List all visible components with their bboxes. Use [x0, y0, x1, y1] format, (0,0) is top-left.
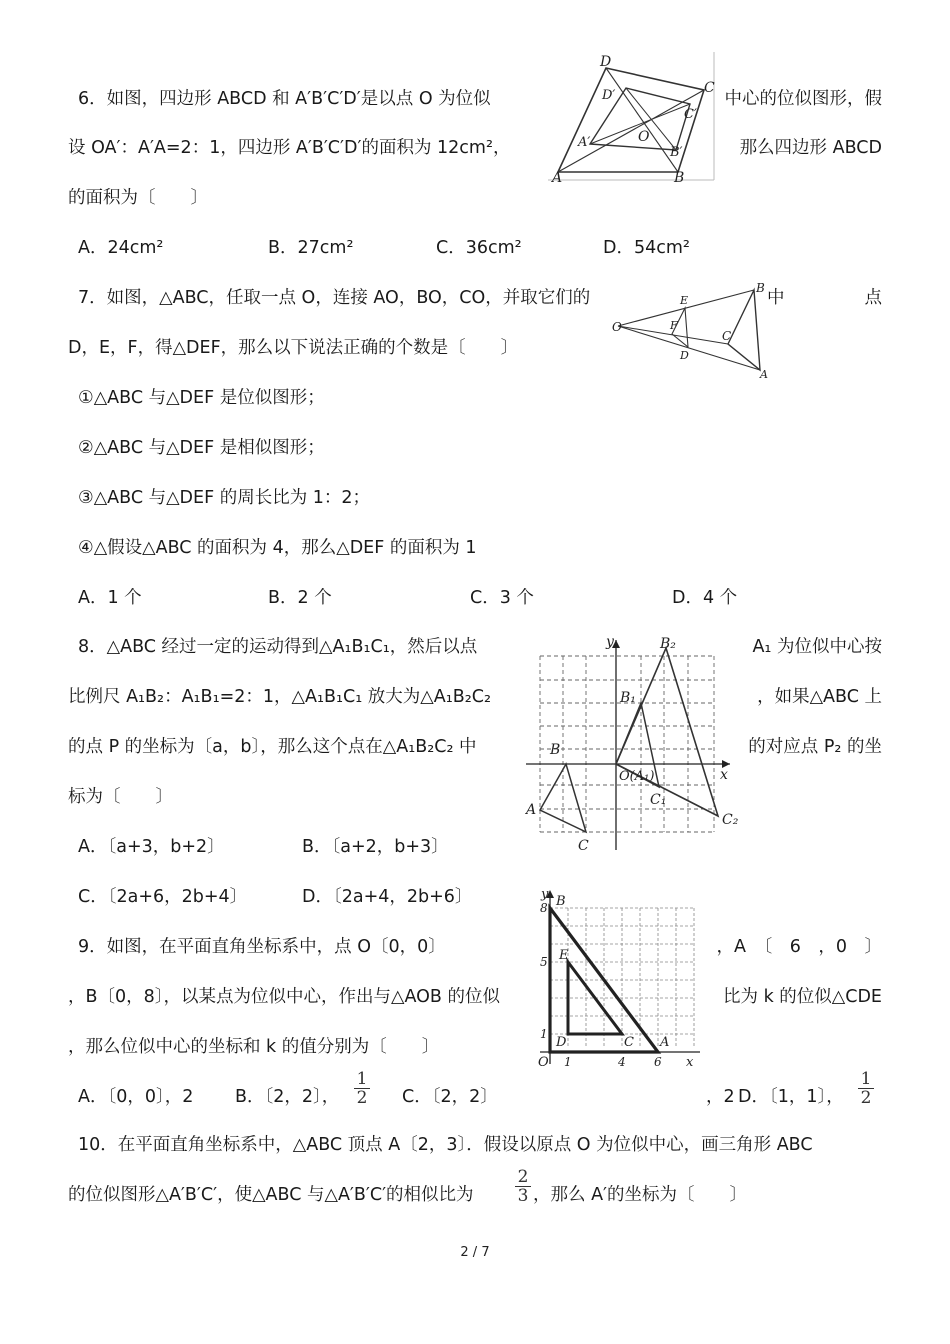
q7-statement-1: ①△ABC 与△DEF 是位似图形； — [78, 388, 325, 408]
q10-frac-den: 3 — [517, 1186, 529, 1206]
q6-fig-label-o: O — [638, 129, 650, 145]
q8-fig-label-b2: B₂ — [660, 636, 676, 652]
q7-line1-right: 点 — [864, 288, 882, 308]
q7-fig-label-c: C — [722, 329, 732, 343]
q8-fig-label-y: y — [606, 634, 614, 650]
q9-fig-label-x: x — [686, 1055, 694, 1070]
q9-option-c: C．〔2，2〕 — [402, 1087, 498, 1107]
q6-fig-label-a: A — [552, 170, 563, 184]
q9-fig-label-1: 1 — [540, 1027, 548, 1041]
q8-line1-left: 8．△ABC 经过一定的运动得到△A₁B₁C₁，然后以点 — [78, 637, 478, 657]
q6-fig-label-b: B — [674, 170, 685, 184]
q8-option-c: C．〔2a+6，2b+4〕 — [78, 887, 248, 907]
q7-line1-left: 7．如图，△ABC，任取一点 O，连接 AO，BO，CO，并取它们的 — [78, 288, 591, 308]
q7-option-a: A．1 个 — [78, 588, 142, 608]
q7-fig-label-f: F — [670, 319, 678, 332]
q9-option-d-fraction — [858, 1070, 874, 1107]
q9-fig-label-x4: 4 — [618, 1055, 626, 1069]
q9-line1-left: 9．如图，在平面直角坐标系中，点 O〔0，0〕 — [78, 937, 446, 957]
q8-fig-label-origin: O(A₁) — [619, 769, 655, 784]
q9-fig-label-x6: 6 — [654, 1055, 662, 1069]
q6-option-a: A．24cm² — [78, 238, 164, 258]
q6-fig-label-a-prime: A′ — [578, 135, 591, 150]
q9-frac-b-num: 1 — [354, 1070, 370, 1089]
q8-option-b: B．〔a+2，b+3〕 — [302, 837, 449, 857]
q8-option-d: D．〔2a+4，2b+6〕 — [302, 887, 473, 907]
q9-line2-right: 比为 k 的位似△CDE — [723, 987, 882, 1007]
q7-statement-2: ②△ABC 与△DEF 是相似图形； — [78, 438, 325, 458]
q9-fig-label-x1: 1 — [564, 1055, 572, 1069]
q6-line2-left: 设 OA′：A′A=2：1，四边形 A′B′C′D′的面积为 12cm²， — [68, 138, 511, 158]
q8-line3-right: 的对应点 P₂ 的坐 — [748, 737, 882, 757]
q9-fig-label-d: D — [556, 1035, 567, 1050]
q6-line2-right: 那么四边形 ABCD — [739, 138, 882, 158]
q7-option-d: D．4 个 — [672, 588, 738, 608]
q9-line2-left: ，B〔0，8〕，以某点为位似中心，作出与△AOB 的位似 — [68, 987, 500, 1007]
q9-figure — [530, 886, 706, 1076]
q9-option-b-fraction — [354, 1070, 370, 1107]
q8-line1-right: A₁ 为位似中心按 — [752, 637, 882, 657]
q6-line3: 的面积为〔 〕 — [68, 188, 208, 208]
q10-line2-left: 的位似图形△A′B′C′，使△ABC 与△A′B′C′的相似比为 — [68, 1185, 474, 1205]
q9-option-d: D．〔1，1〕， — [738, 1087, 844, 1107]
q6-fig-label-d: D — [600, 54, 612, 70]
q6-fig-label-d-prime: D′ — [602, 88, 616, 103]
q7-statement-3: ③△ABC 与△DEF 的周长比为 1：2； — [78, 488, 371, 508]
q10-frac-num: 2 — [515, 1168, 531, 1187]
q6-fig-label-b-prime: B′ — [670, 145, 683, 160]
q9-fig-label-5: 5 — [540, 955, 548, 969]
q8-line2-right: ，如果△ABC 上 — [757, 687, 882, 707]
q9-fig-label-o: O — [538, 1055, 549, 1070]
q7-statement-4: ④△假设△ABC 的面积为 4，那么△DEF 的面积为 1 — [78, 538, 477, 558]
q6-option-b: B．27cm² — [268, 238, 354, 258]
q8-fig-label-c2: C₂ — [722, 812, 739, 828]
q6-fig-label-c-prime: C′ — [684, 107, 697, 122]
q7-fig-label-b: B — [756, 281, 765, 295]
q6-figure — [548, 52, 718, 184]
q9-fig-label-a: A — [660, 1035, 670, 1050]
q9-option-b: B．〔2，2〕， — [235, 1087, 340, 1107]
q7-option-b: B．2 个 — [268, 588, 332, 608]
q6-option-c: C．36cm² — [436, 238, 522, 258]
q9-fig-label-8: 8 — [540, 901, 548, 915]
q8-fig-label-a: A — [526, 802, 537, 818]
q9-frac-d-den: 2 — [860, 1088, 872, 1108]
q9-frac-b-den: 2 — [356, 1088, 368, 1108]
q10-line2-right: ，那么 A′的坐标为〔 〕 — [533, 1185, 748, 1205]
q8-line2-left: 比例尺 A₁B₂：A₁B₁=2：1，△A₁B₁C₁ 放大为△A₁B₂C₂ — [68, 687, 491, 707]
q7-fig-label-d: D — [680, 349, 689, 362]
q9-fig-label-y: y — [541, 887, 549, 902]
q10-fraction — [515, 1168, 531, 1205]
q9-frac-d-num: 1 — [858, 1070, 874, 1089]
q8-option-a: A．〔a+3，b+2〕 — [78, 837, 225, 857]
q8-fig-label-b1: B₁ — [620, 690, 636, 706]
q8-line4: 标为〔 〕 — [68, 787, 173, 807]
q9-line1-right: ，A 〔 6 ，0 〕 — [716, 937, 882, 957]
q7-fig-label-a: A — [760, 368, 768, 380]
q9-line3: ，那么位似中心的坐标和 k 的值分别为〔 〕 — [68, 1037, 440, 1057]
q9-option-a: A．〔0，0〕，2 — [78, 1087, 194, 1107]
q7-figure — [612, 280, 772, 380]
q8-fig-label-c1: C₁ — [650, 792, 667, 808]
q7-fig-label-e: E — [680, 294, 689, 307]
q6-fig-label-c: C — [704, 80, 715, 96]
q9-fig-label-c: C — [624, 1035, 634, 1050]
q9-option-c-tail: ，2 — [706, 1087, 735, 1107]
q6-line1-right: 中心的位似图形，假 — [724, 89, 882, 109]
q6-option-d: D．54cm² — [603, 238, 690, 258]
q9-fig-label-e: E — [559, 948, 569, 963]
page-number: 2 / 7 — [460, 1245, 490, 1260]
q8-figure — [524, 632, 742, 854]
q8-fig-label-x: x — [720, 767, 728, 783]
q10-line1: 10．在平面直角坐标系中，△ABC 顶点 A〔2，3〕．假设以原点 O 为位似中心，画三角形 ABC — [78, 1135, 813, 1155]
q7-fig-label-o: O — [612, 320, 622, 334]
q7-line1-mid: 中 — [767, 288, 785, 308]
q8-fig-label-b: B — [550, 742, 561, 758]
q8-line3-left: 的点 P 的坐标为〔a，b〕，那么这个点在△A₁B₂C₂ 中 — [68, 737, 477, 757]
q6-line1-left: 6．如图，四边形 ABCD 和 A′B′C′D′是以点 O 为位似 — [78, 89, 491, 109]
q9-fig-label-b: B — [556, 894, 566, 909]
q7-line2: D，E，F，得△DEF，那么以下说法正确的个数是〔 〕 — [68, 338, 519, 358]
q7-option-c: C．3 个 — [470, 588, 534, 608]
q8-fig-label-c: C — [578, 838, 589, 854]
